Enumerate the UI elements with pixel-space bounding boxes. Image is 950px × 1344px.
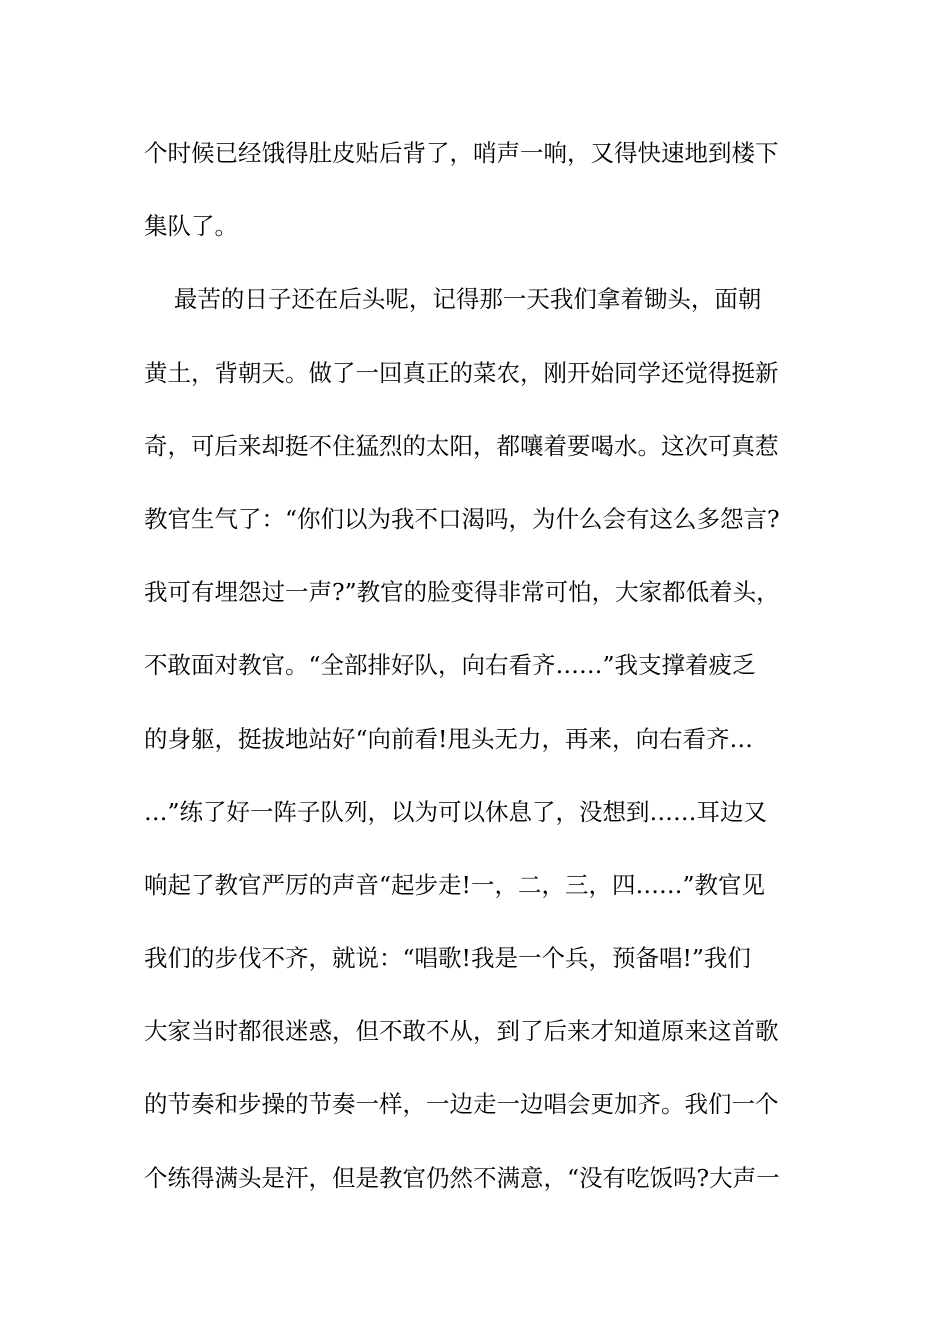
text-line: 大家当时都很迷惑，但不敢不从，到了后来才知道原来这首歌 [144,1017,779,1046]
body-text [144,128,809,1226]
text-line: 的身躯，挺拔地站好“向前看!甩头无力，再来，向右看齐… [144,724,753,753]
text-line: 响起了教官严厉的声音“起步走!一，二，三，四……”教官见 [144,870,765,899]
text-line: 教官生气了：“你们以为我不口渴吗，为什么会有这么多怨言? [144,504,780,533]
text-line: 我可有埋怨过一声?”教官的脸变得非常可怕，大家都低着头， [144,578,780,607]
text-line: 的节奏和步操的节奏一样，一边走一边唱会更加齐。我们一个 [144,1090,779,1119]
text-line: 黄土，背朝天。做了一回真正的菜农，刚开始同学还觉得挺新 [144,358,779,387]
text-line: 个练得满头是汗，但是教官仍然不满意，“没有吃饭吗?大声一 [144,1163,780,1192]
text-line: …”练了好一阵子队列，以为可以休息了，没想到……耳边又 [144,797,768,826]
text-line: 个时候已经饿得肚皮贴后背了，哨声一响，又得快速地到楼下 [144,139,779,167]
text-line: 不敢面对教官。“全部排好队，向右看齐……”我支撑着疲乏 [144,651,756,680]
paragraph-start-line: 最苦的日子还在后头呢，记得那一天我们拿着锄头，面朝 [144,285,762,314]
text-line: 奇，可后来却挺不住猛烈的太阳，都嚷着要喝水。这次可真惹 [144,431,779,460]
text-line: 集队了。 [144,212,238,241]
text-line: 我们的步伐不齐，就说：“唱歌!我是一个兵，预备唱!”我们 [144,944,751,973]
